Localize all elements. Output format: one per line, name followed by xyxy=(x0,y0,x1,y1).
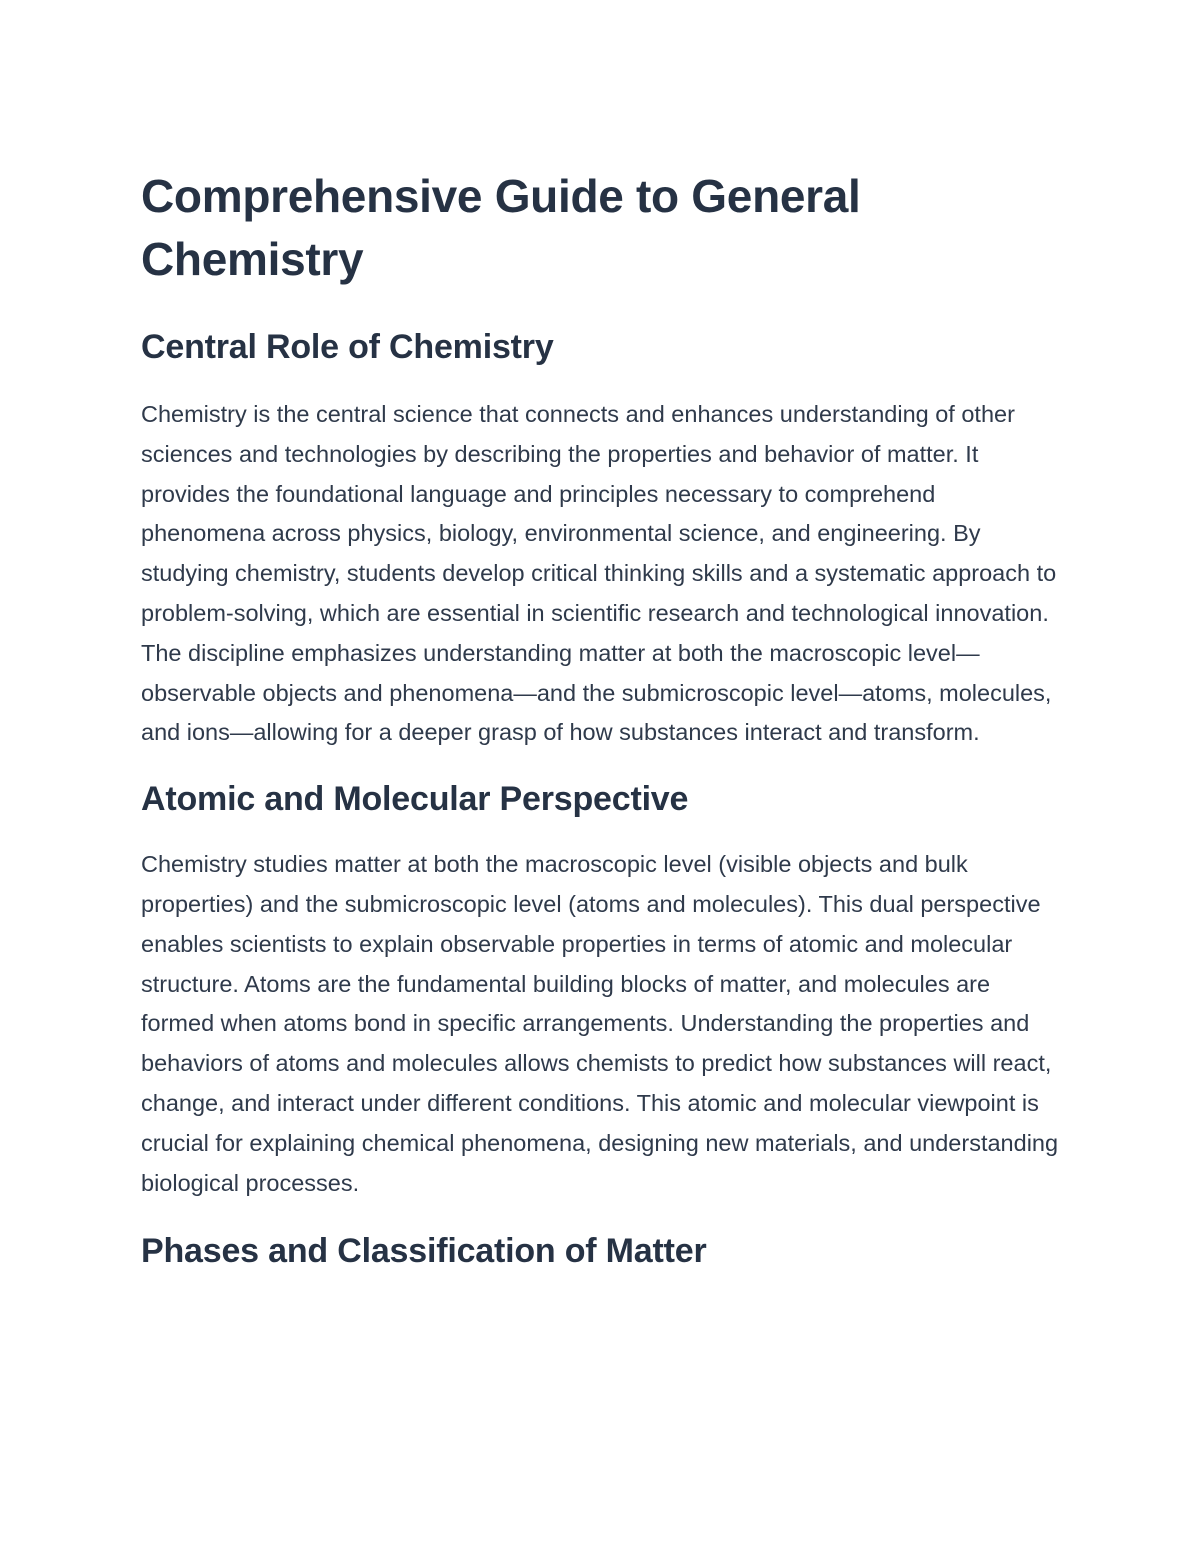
section-body-atomic-molecular: Chemistry studies matter at both the macroscopic level (visible objects and bulk properties) and the submicroscopic level (atoms and molecules). This dual perspective enables scientists to explain observable properties in terms of atomic and molecular structure. Atoms are the fundamental building blocks of matter, and molecules are formed when atoms bond in specific arrangements. Understanding the properties and behaviors of atoms and molecules allows chemists to predict how substances will react, change, and interact under different conditions. This atomic and molecular viewpoint is crucial for explaining chemical phenomena, designing new materials, and understanding biological processes. xyxy=(141,851,1059,1196)
page-title: Comprehensive Guide to General Chemistry xyxy=(141,170,861,285)
section-heading-atomic-molecular: Atomic and Molecular Perspective xyxy=(141,780,689,819)
section-heading-phases-classification: Phases and Classification of Matter xyxy=(141,1232,707,1271)
section-body-central-role: Chemistry is the central science that connects and enhances understanding of other sciences and technologies by describing the properties and behavior of matter. It provides the foundational language and principles necessary to comprehend phenomena across physics, biology, environmental science, and engineering. By studying chemistry, students develop critical thinking skills and a systematic approach to problem-solving, which are essential in scientific research and technological innovation. The discipline emphasizes understanding matter at both the macroscopic level—observable objects and phenomena—and the submicroscopic level—atoms, molecules, and ions—allowing for a deeper grasp of how substances interact and transform. xyxy=(141,401,1057,746)
section-heading-central-role: Central Role of Chemistry xyxy=(141,328,554,366)
document-page xyxy=(141,165,1061,1273)
